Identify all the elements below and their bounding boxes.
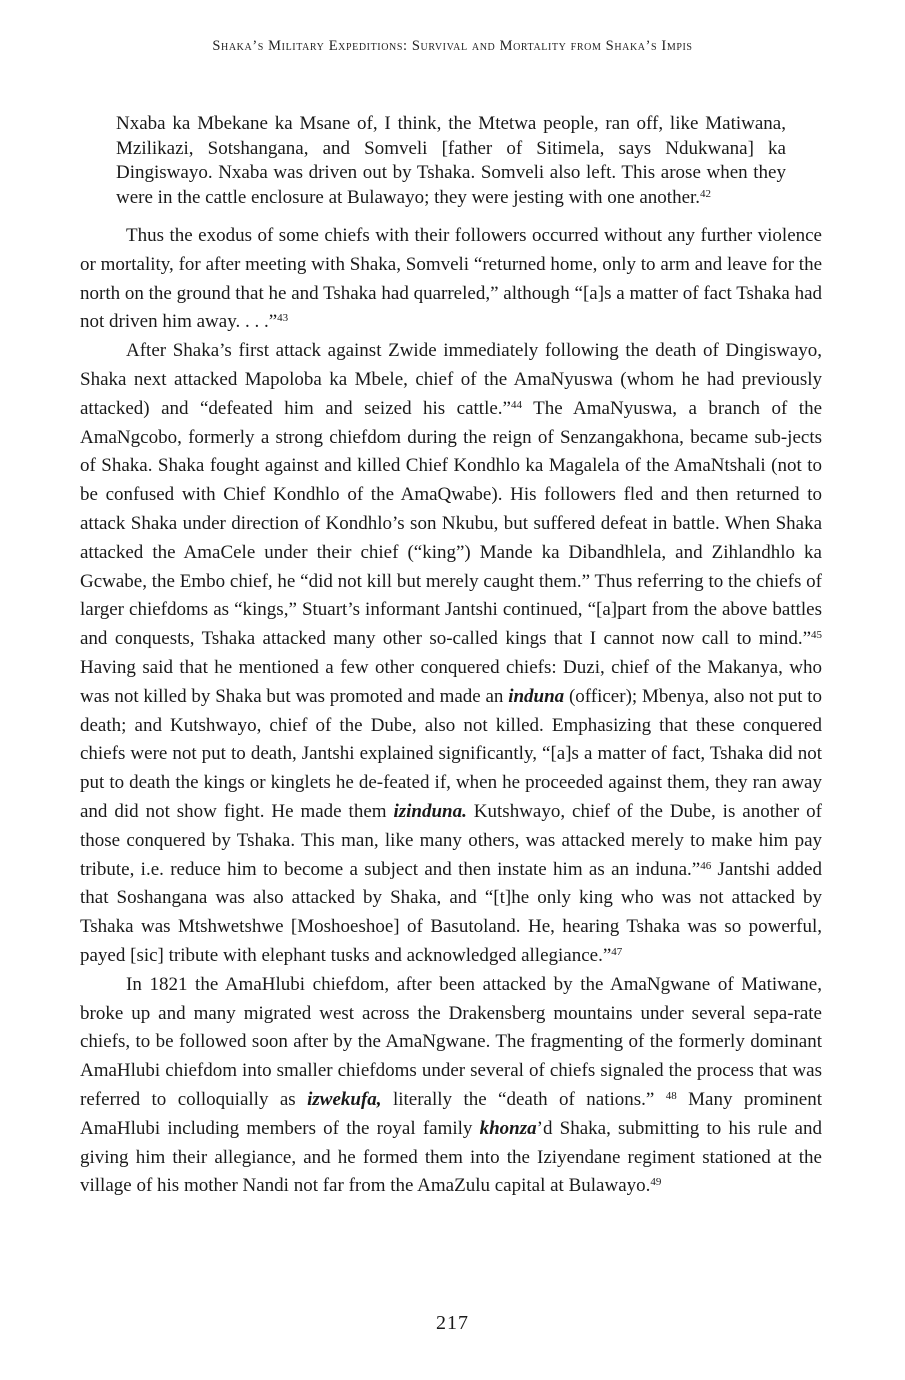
footnote-ref: 46 bbox=[700, 859, 712, 872]
body-text bbox=[80, 222, 822, 1201]
footnote-ref: 42 bbox=[700, 187, 712, 200]
block-quote bbox=[116, 112, 786, 210]
paragraph-text: Thus the exodus of some chiefs with their followers occurred without any further violence or mortality, for after meeting with Shaka, Somveli “returned home, only to arm and leave for the north on the ground that he and Tshaka had quarreled,” although “[a]s a matter of fact Tshaka had not driven him away. . . .” bbox=[80, 225, 822, 333]
footnote-ref: 49 bbox=[650, 1176, 662, 1189]
paragraph-text: (officer); Mbenya, also not put to death; and Kutshwayo, chief of the Dube, also not killed. Emphasizing that these conquered chiefs were not put to death, Jantshi explained significantly, “[a]s a matter of fact, Tshaka did not put to death the kings or kinglets he de-feated if, when he proceeded against them, they ran away and did not show fight. He made them bbox=[80, 685, 822, 822]
paragraph-text: After Shaka’s first attack against Zwide immediately following the death of Dingiswayo, Shaka next attacked Mapoloba ka Mbele, chief of the AmaNyuswa (whom he had previously attacked) and “defeated him and seized his cattle.” bbox=[80, 340, 822, 419]
footnote-ref: 44 bbox=[510, 398, 522, 411]
paragraph-text: Having said that he mentioned a few other conquered chiefs: Duzi, chief of the Makanya, who was not killed by Shaka but was promoted and made an bbox=[80, 656, 822, 707]
running-head: Shaka’s Military Expeditions: Survival and Mortality from Shaka’s Impis bbox=[212, 38, 693, 54]
footnote-ref: 47 bbox=[611, 945, 623, 958]
footnote-ref: 43 bbox=[277, 312, 289, 325]
page-number: 217 bbox=[436, 1312, 469, 1334]
paragraph-3 bbox=[80, 971, 822, 1201]
paragraph-text: Jantshi added that Soshangana was also attacked by Shaka, and “[t]he only king who was not attacked by Tshaka was Mtshwetshwe [Moshoeshoe] of Basutoland. He, hearing Tshaka was so powerful, payed [sic] tribute with elephant tusks and acknowledged allegiance.” bbox=[80, 858, 822, 966]
quote-text: Nxaba ka Mbekane ka Msane of, I think, the Mtetwa people, ran off, like Matiwana, Mzilikazi, Sotshangana, and Somveli [father of Sitimela, says Ndukwana] ka Dingiswayo. Nxaba was driven out by Tshaka. Somveli also left. This arose when they were in the cattle enclosure at Bulawayo; they were jesting with one another. bbox=[116, 113, 786, 208]
italic-term: izinduna. bbox=[393, 800, 467, 822]
paragraph-text: Many prominent AmaHlubi including members of the royal family bbox=[80, 1088, 822, 1139]
paragraph-text: ’d Shaka, submitting to his rule and giving him their allegiance, and he formed them into the Iziyendane regiment stationed at the village of his mother Nandi not far from the AmaZulu capital at Bulawayo. bbox=[80, 1117, 822, 1197]
paragraph-text: Kutshwayo, chief of the Dube, is another of those conquered by Tshaka. This man, like many others, was attacked merely to make him pay tribute, i.e. reduce him to become a subject and then instate him as an induna.” bbox=[80, 800, 822, 880]
paragraph-2 bbox=[80, 337, 822, 971]
paragraph-text: literally the “death of nations.” bbox=[381, 1088, 666, 1110]
footnote-ref: 45 bbox=[811, 629, 822, 642]
paragraph-1 bbox=[80, 222, 822, 337]
paragraph-text: The AmaNyuswa, a branch of the AmaNgcobo, formerly a strong chiefdom during the reign of Senzangakhona, became sub-jects of Shaka. Shaka fought against and killed Chief Kondhlo ka Magalela of the AmaNtshali (not to be confused with Chief Kondhlo of the AmaQwabe). His followers fled and then returned to attack Shaka under direction of Kondhlo’s son Nkubu, but suffered defeat in battle. When Shaka attacked the AmaCele under their chief (“king”) Mande ka Dibandhlela, and Zihlandhlo ka Gcwabe, the Embo chief, he “did not kill but merely caught them.” Thus referring to the chiefs of larger chiefdoms as “kings,” Stuart’s informant Jantshi continued, “[a]part from the above battles and conquests, Tshaka attacked many other so-called kings that I cannot now call to mind.” bbox=[80, 397, 822, 650]
italic-term: khonza bbox=[479, 1117, 537, 1139]
paragraph-text: In 1821 the AmaHlubi chiefdom, after been attacked by the AmaNgwane of Matiwane, broke up and many migrated west across the Drakensberg mountains under several sepa-rate chiefs, to be followed soon after by the AmaNgwane. The fragmenting of the formerly dominant AmaHlubi chiefdom into smaller chiefdoms under several of chiefs signaled the process that was referred to colloquially as bbox=[80, 973, 822, 1110]
italic-term: izwekufa, bbox=[307, 1088, 382, 1110]
italic-term: induna bbox=[508, 685, 565, 707]
footnote-ref: 48 bbox=[665, 1089, 677, 1102]
quote-paragraph bbox=[116, 112, 786, 210]
